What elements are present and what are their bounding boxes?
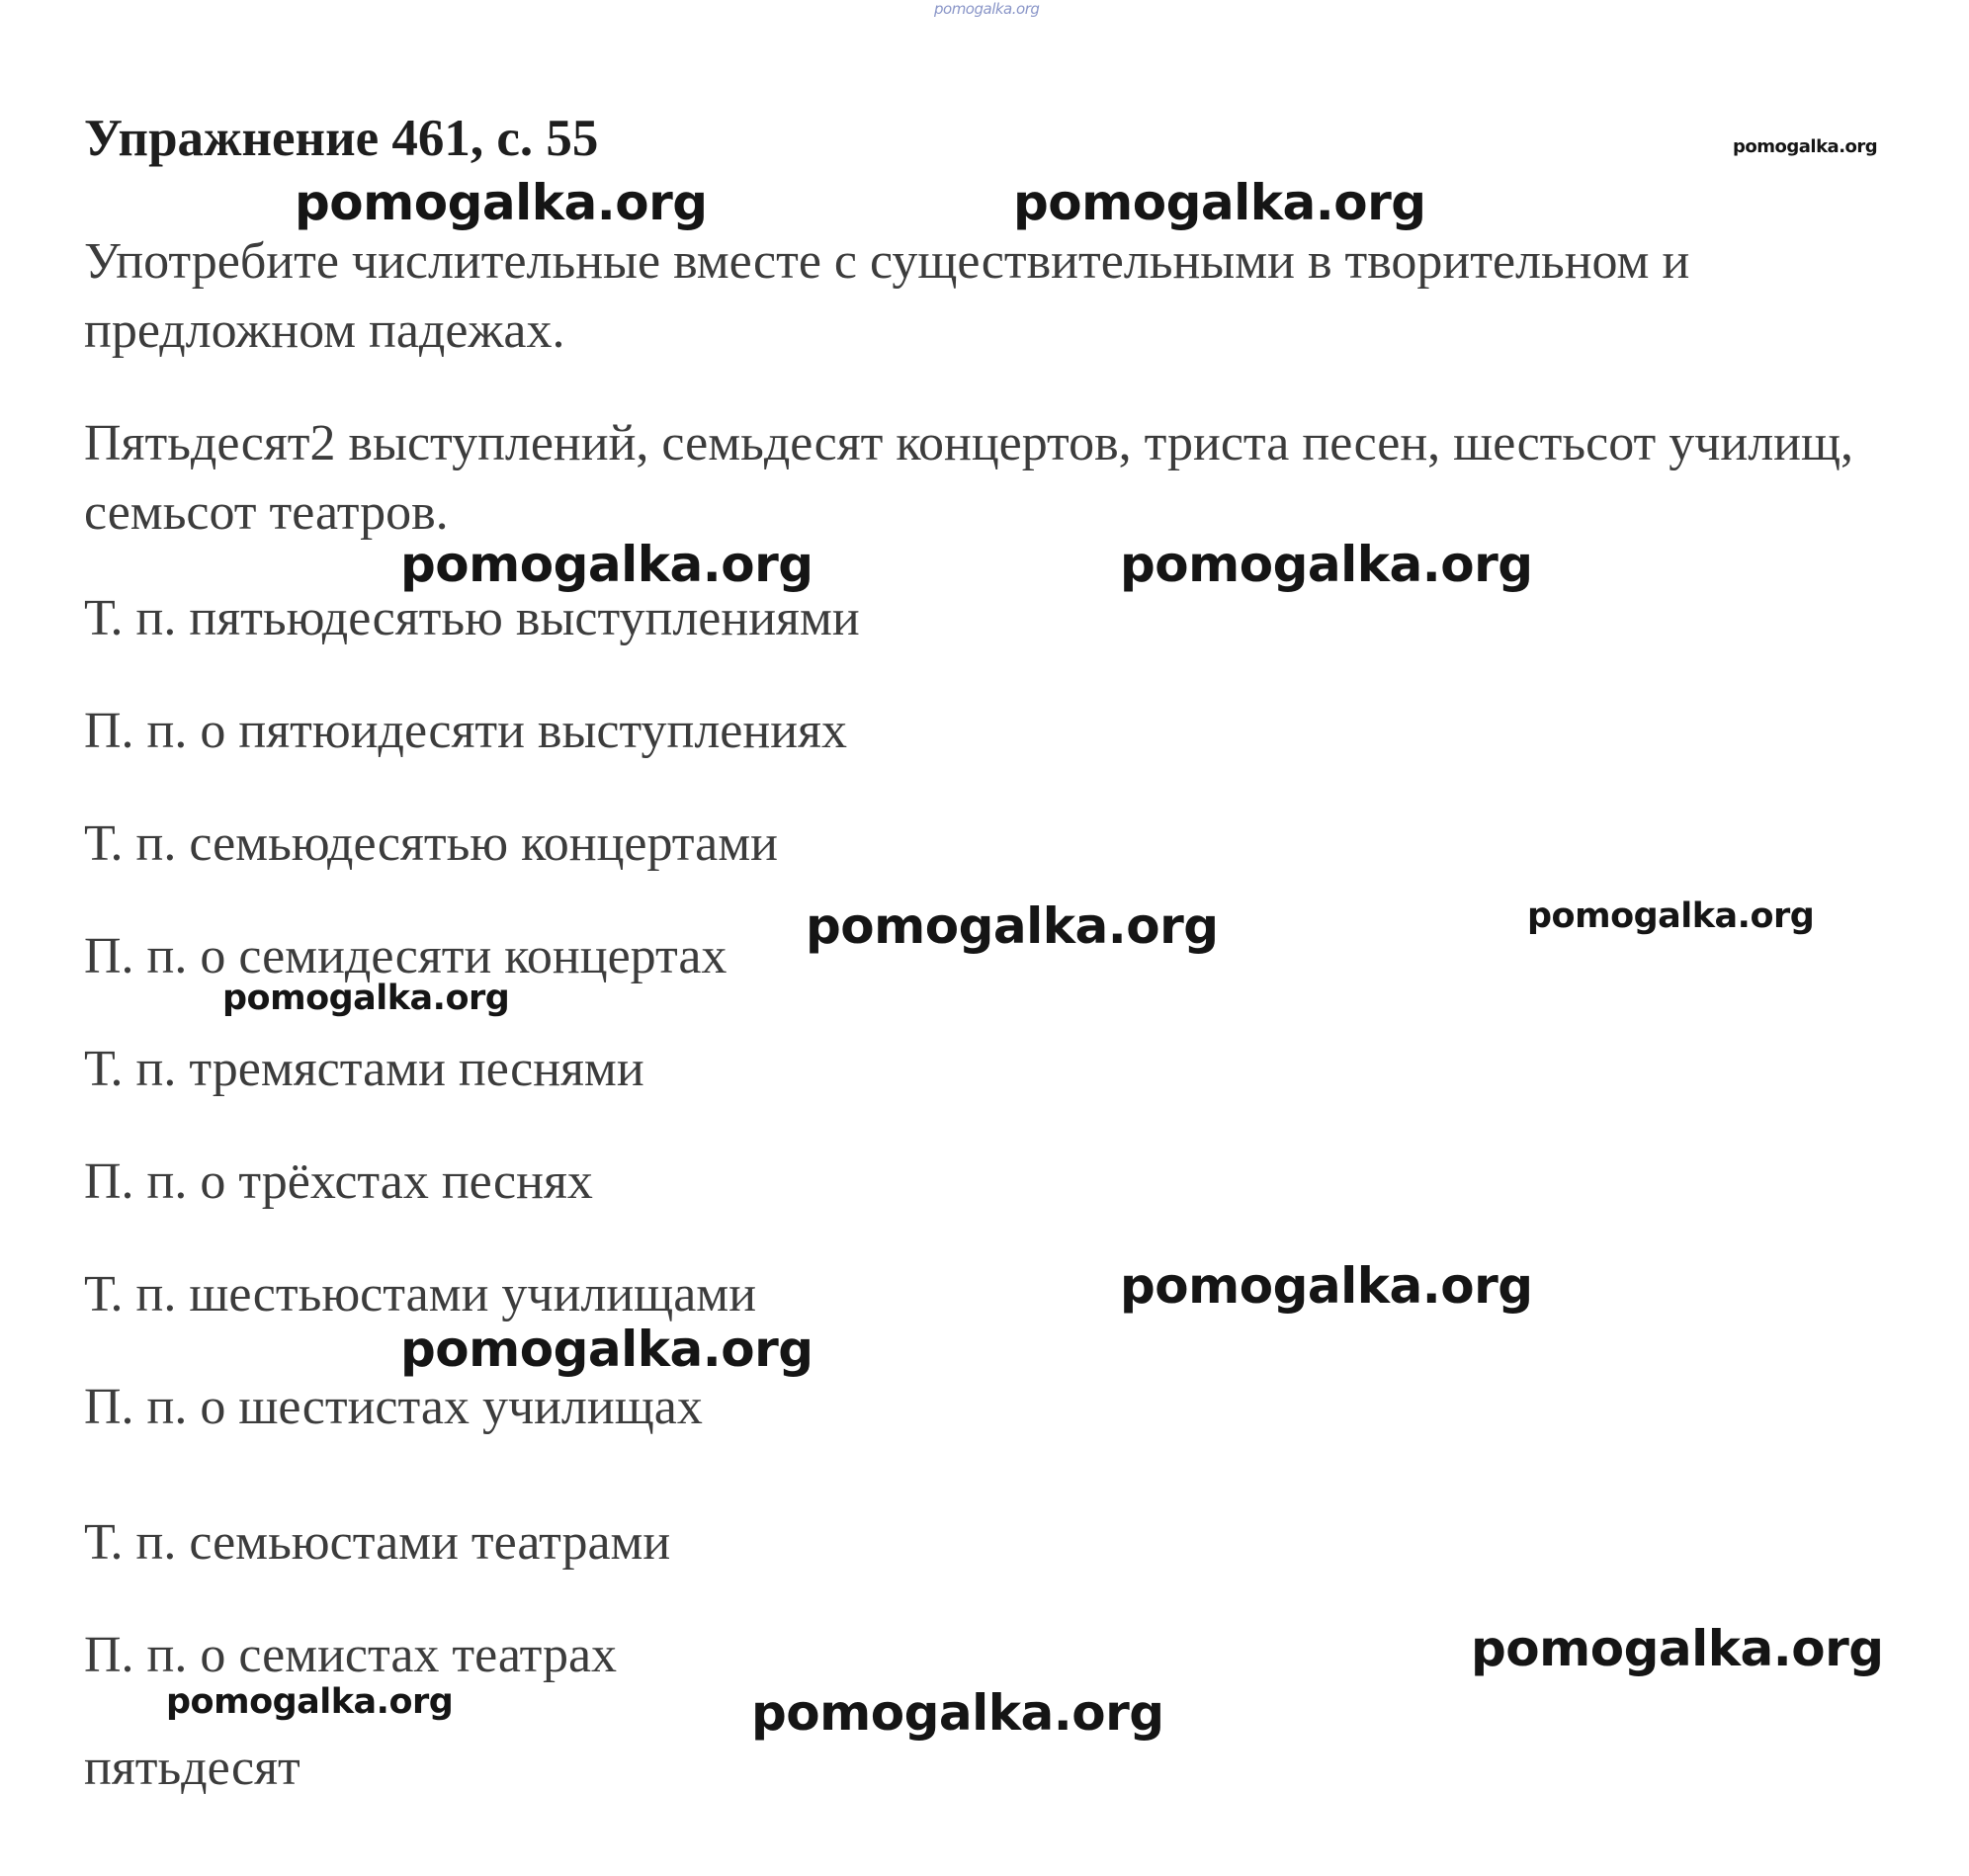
watermark: pomogalka.org [1120,1257,1533,1315]
exercise-instruction: Употребите числительные вместе с существительными в творительном и предложном падежах. [84,233,1690,359]
watermark: pomogalka.org [1733,136,1878,157]
answer-line: П. п. о семидесяти концертах [84,928,728,984]
answer-line: Т. п. семьюдесятью концертами [84,815,778,872]
watermark: pomogalka.org [751,1684,1164,1742]
watermark: pomogalka.org [400,1321,813,1378]
watermark: pomogalka.org [1471,1620,1884,1677]
answer-line: П. п. о шестистах училищах [84,1379,703,1435]
watermark: pomogalka.org [166,1682,454,1722]
answer-line: П. п. о трёхстах песнях [84,1153,593,1210]
answer-line: П. п. о семистах театрах [84,1627,618,1683]
watermark: pomogalka.org [1120,536,1533,593]
watermark: pomogalka.org [400,536,813,593]
footnote: пятьдесят [84,1740,300,1796]
watermark: pomogalka.org [934,0,1040,18]
answer-line: Т. п. семьюстами театрами [84,1514,671,1571]
exercise-task: Пятьдесят2 выступлений, семьдесят концертов, триста песен, шестьсот училищ, семьсот театров. [84,415,1854,541]
watermark: pomogalka.org [222,979,510,1018]
answer-line: Т. п. пятьюдесятью выступлениями [84,590,860,646]
watermark: pomogalka.org [1527,896,1815,936]
answer-line: Т. п. шестьюстами училищами [84,1266,757,1322]
watermark: pomogalka.org [1013,174,1426,231]
watermark: pomogalka.org [295,174,708,231]
exercise-title: Упражнение 461, с. 55 [84,110,599,167]
answer-line: П. п. о пятюидесяти выступлениях [84,703,847,759]
answer-line: Т. п. тремястами песнями [84,1041,644,1097]
watermark: pomogalka.org [806,897,1219,955]
